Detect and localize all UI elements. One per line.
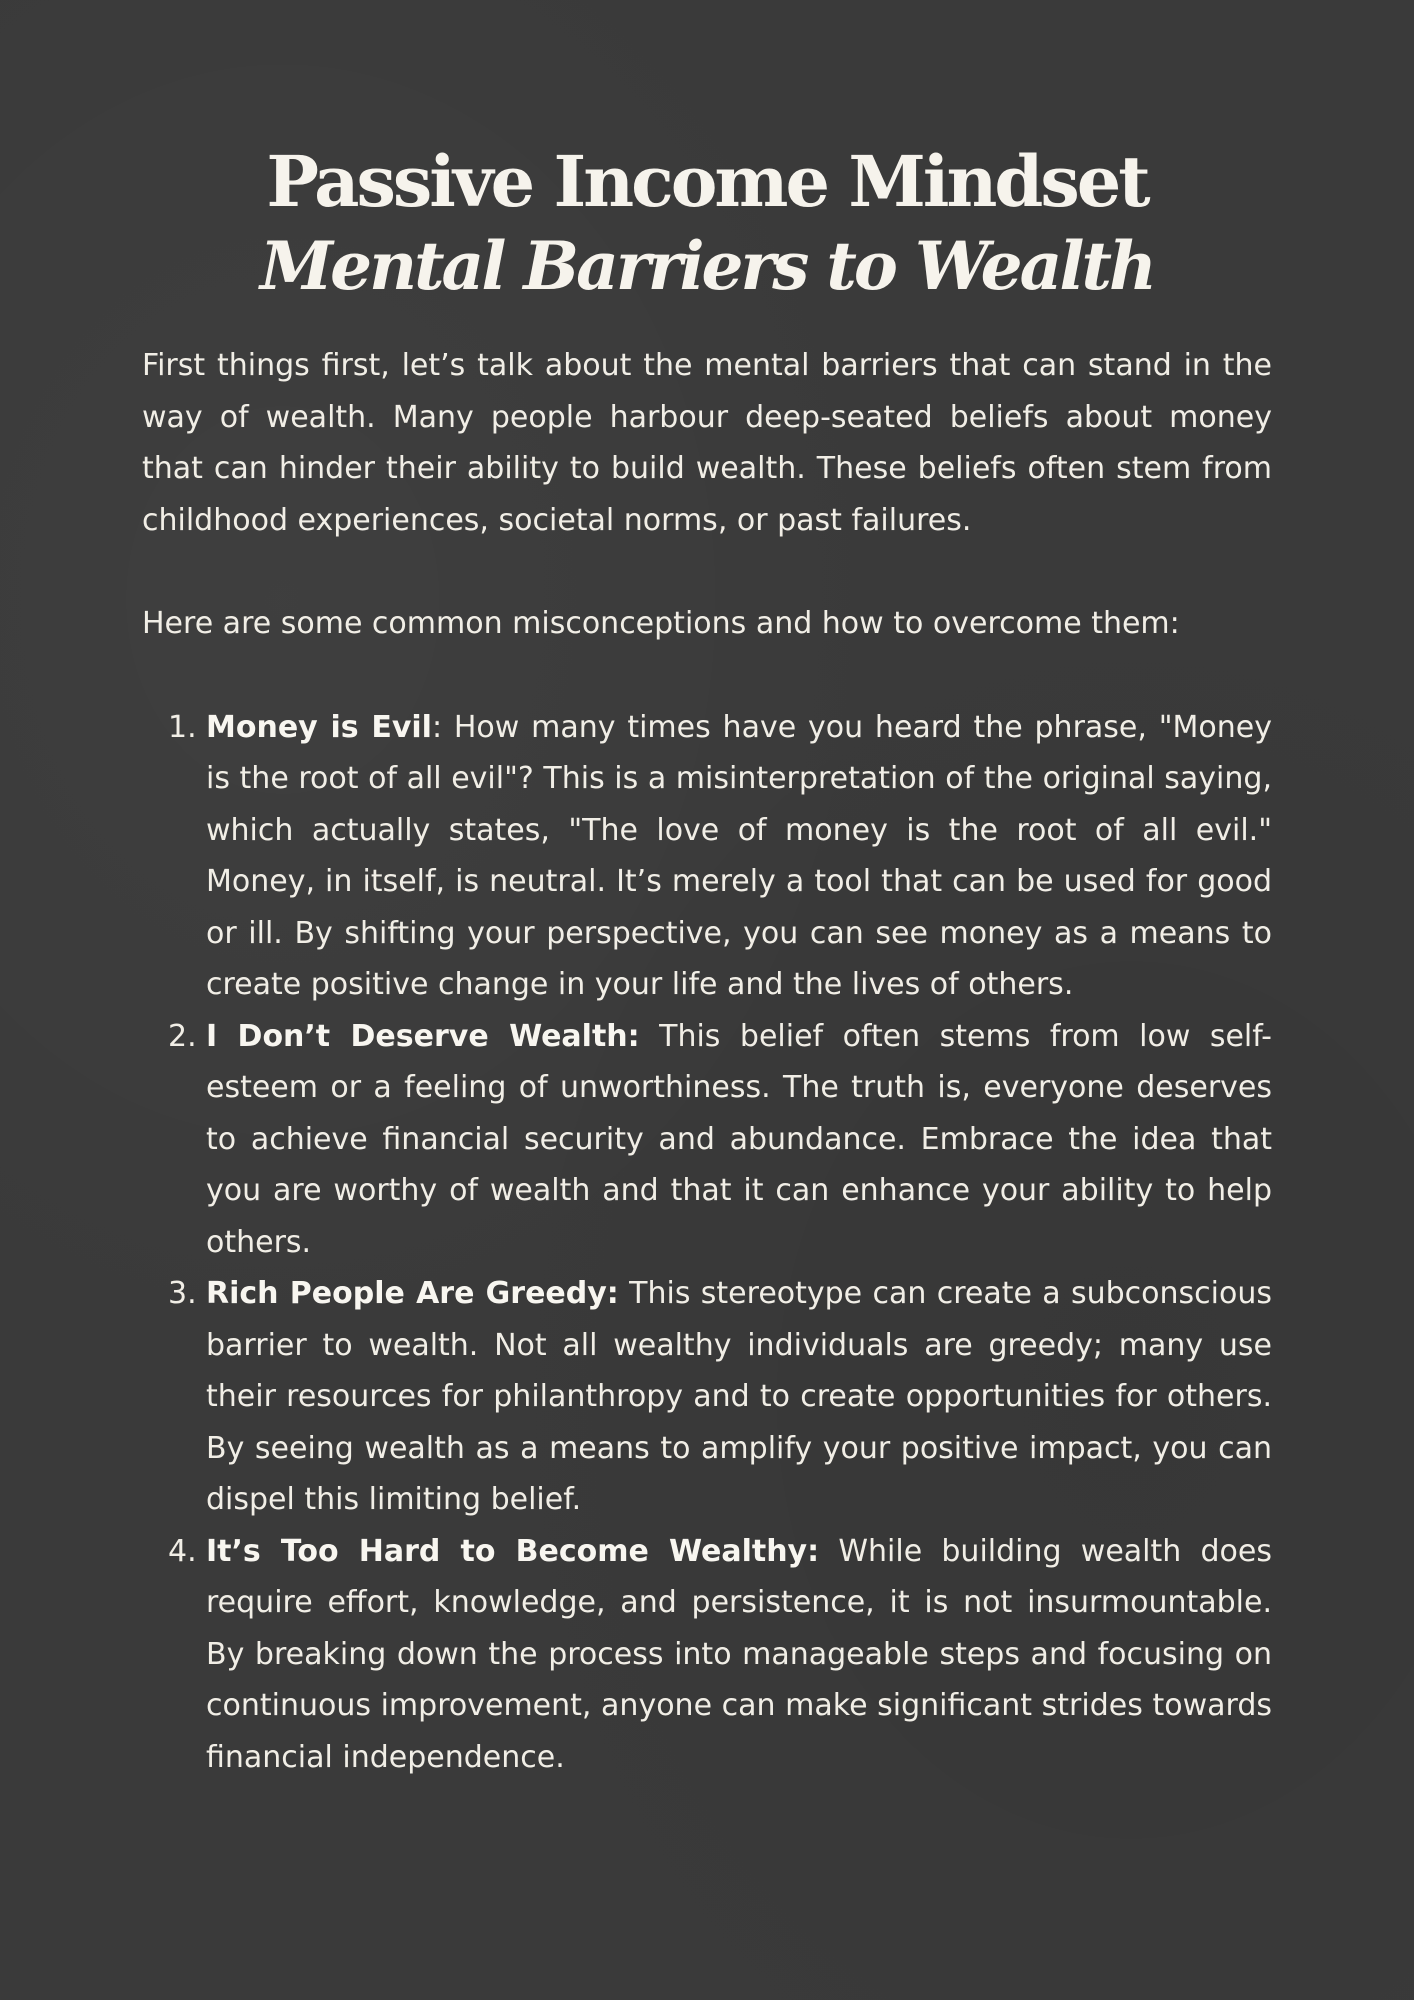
page-subtitle: Mental Barriers to Wealth bbox=[260, 227, 1154, 305]
list-item-number: 4. bbox=[168, 1533, 197, 1569]
list-item-heading: Money is Evil bbox=[206, 709, 432, 745]
list-item-text: : How many times have you heard the phrase, "Money is the root of all evil"? This is a misinterpretation of the original saying, which actually states, "The love of money is the root of all evil." Money, in itself, is neutral. It’s merely a tool that can be used for good or ill. By shifting your perspective, you can see money as a means to create positive change in your life and the lives of others. bbox=[206, 709, 1272, 1002]
list-item bbox=[168, 1268, 1272, 1526]
list-item-heading: I Don’t Deserve Wealth: bbox=[206, 1018, 640, 1054]
list-item-number: 3. bbox=[168, 1276, 197, 1311]
list-item bbox=[168, 702, 1272, 1011]
list-item-text: This stereotype can create a subconscious barrier to wealth. Not all wealthy individuals are greedy; many use their resources for philanthropy and to create opportunities for others. By seeing wealth as a means to amplify your positive impact, you can dispel this limiting belief. bbox=[206, 1276, 1272, 1517]
lead-paragraph: Here are some common misconceptions and how to overcome them: bbox=[142, 606, 1180, 641]
barriers-list bbox=[142, 702, 1272, 1784]
list-item bbox=[168, 1011, 1272, 1269]
list-item-text: While building wealth does require effort, knowledge, and persistence, it is not insurmountable. By breaking down the process into manageable steps and focusing on continuous improvement, anyone can make significant strides towards financial independence. bbox=[206, 1533, 1272, 1775]
list-item-heading: It’s Too Hard to Become Wealthy: bbox=[206, 1533, 820, 1569]
list-item-heading: Rich People Are Greedy: bbox=[206, 1276, 619, 1311]
list-item-text: This belief often stems from low self-esteem or a feeling of unworthiness. The truth is, everyone deserves to achieve financial security and abundance. Embrace the idea that you are worthy of wealth and that it can enhance your ability to help others. bbox=[206, 1018, 1272, 1260]
intro-paragraph: First things first, let’s talk about the mental barriers that can stand in the way of wealth. Many people harbour deep-seated beliefs about money that can hinder their ability to build wealth. These beliefs often stem from childhood experiences, societal norms, or past failures. bbox=[142, 348, 1272, 538]
title-block bbox=[142, 0, 1272, 308]
list-item-number: 2. bbox=[168, 1018, 197, 1054]
list-item bbox=[168, 1526, 1272, 1784]
list-item-number: 1. bbox=[168, 709, 197, 745]
page-title: Passive Income Mindset bbox=[266, 140, 1148, 223]
